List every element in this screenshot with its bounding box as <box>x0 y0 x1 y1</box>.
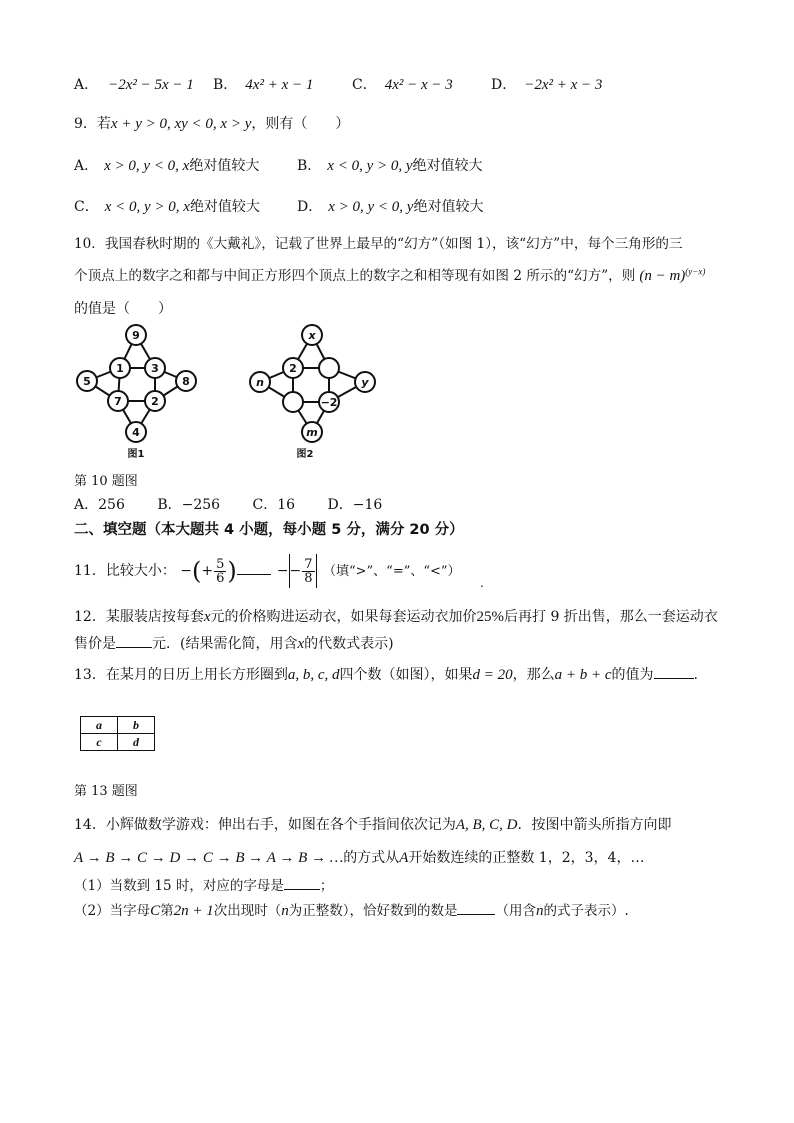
fig1-br-value: 2 <box>151 395 159 408</box>
fig1-tr-value: 3 <box>151 362 159 375</box>
q10-option-a: A．256 <box>74 497 125 513</box>
q11-fraction-2: $\frac{7}{8}$ <box>304 556 313 586</box>
fig1-bottom-value: 4 <box>132 426 140 439</box>
q13-answer-blank <box>654 666 694 679</box>
q14-part2: （2）当字母C第2n + 1次出现时（n为正整数），恰好数到的数是 （用含n的式子表示）. <box>74 903 629 919</box>
q11-end-dot: . <box>480 576 484 590</box>
fig2-top-value: x <box>308 329 316 342</box>
q12-line2: 售价是 元．(结果需化简，用含x的代数式表示) <box>74 636 394 652</box>
q9-stem: 9．若x + y > 0, xy < 0, x > y，则有（ ） <box>74 116 350 132</box>
q13-calendar-table <box>80 716 155 751</box>
q10-line3: 的值是（ ） <box>74 301 172 317</box>
q13-stem: 13．在某月的日历上用长方形圈到a, b, c, d四个数（如图），如果d = 20，那么a + b + c的值为 . <box>74 667 698 683</box>
q10-line2: 个顶点上的数字之和都与中间正方形四个顶点上的数字之和相等现有如图 2 所示的“幻方”，则 $(n - m)^{(y-x)}$ <box>74 266 706 284</box>
q8-option-d: D． −2x² + x − 3 <box>491 77 603 93</box>
q8-option-b: B． 4x² + x − 1 <box>213 77 314 93</box>
fig1-top-value: 9 <box>132 329 140 342</box>
q14-part1-blank <box>284 877 320 890</box>
q10-options <box>74 494 382 514</box>
q10-line1: 10．我国春秋时期的《大戴礼》，记载了世界上最早的“幻方”（如图 1），该“幻方”中，每个三角形的三 <box>74 236 683 252</box>
q9-option-c: C． x < 0, y > 0, x绝对值较大 <box>74 199 260 215</box>
q10-figure-caption: 第 10 题图 <box>74 474 138 489</box>
magic-square-figure-2 <box>247 322 377 462</box>
q9-option-a: A． x > 0, y < 0, x绝对值较大 <box>74 158 260 174</box>
q14-line1: 14．小辉做数学游戏：伸出右手，如图在各个手指间依次记为A, B, C, D．按图中箭头所指方向即 <box>74 817 672 833</box>
calendar-cell-d: d <box>118 734 155 751</box>
q11-answer-blank <box>237 562 271 575</box>
q8-option-a: A． −2x² − 5x − 1 <box>74 77 194 93</box>
fig2-tl-value: 2 <box>289 362 297 375</box>
q12-line1: 12．某服装店按每套x元的价格购进运动衣，如果每套运动衣加价25%后再打 9 折出售，那么一套运动衣 <box>74 609 718 625</box>
section-title: 二、填空题（本大题共 4 小题，每小题 5 分，满分 20 分） <box>74 522 464 538</box>
q11-fraction-1: $\frac{5}{6}$ <box>216 556 225 586</box>
q10-option-b: B．−256 <box>157 497 221 513</box>
fig2-left-value: n <box>256 376 264 389</box>
q14-part1: （1）当数到 15 时，对应的字母是 ； <box>74 878 334 894</box>
fig2-bottom-value: m <box>306 426 318 439</box>
q11: 11．比较大小： −(+ $\frac{5}{6}$ ) −− $\frac{7}{8}$ （填“>”、“=”、“<”） <box>74 549 461 593</box>
fig2-br-value: −2 <box>320 396 338 409</box>
q10-option-c: C．16 <box>252 497 296 513</box>
q12-answer-blank <box>116 635 152 648</box>
fig2-caption: 图2 <box>296 449 314 460</box>
q14-part2-blank <box>457 902 495 915</box>
calendar-cell-b: b <box>118 717 155 734</box>
q13-figure-caption: 第 13 题图 <box>74 784 138 799</box>
q8-option-c: C． 4x² − x − 3 <box>352 77 453 93</box>
q10-option-d: D．−16 <box>327 497 383 513</box>
fig1-right-value: 8 <box>182 375 190 388</box>
calendar-cell-a: a <box>81 717 118 734</box>
fig1-bl-value: 7 <box>114 395 122 408</box>
q9-option-b: B． x < 0, y > 0, y绝对值较大 <box>297 158 483 174</box>
fig1-left-value: 5 <box>83 375 91 388</box>
calendar-cell-c: c <box>81 734 118 751</box>
q14-line2: A → B → C → D → C → B → A → B → …的方式从A开始数连续的正整数 1，2，3，4，… <box>74 850 645 866</box>
fig2-right-value: y <box>361 376 369 389</box>
magic-square-figure-1 <box>72 322 202 462</box>
fig1-caption: 图1 <box>127 449 145 460</box>
q9-option-d: D． x > 0, y < 0, y绝对值较大 <box>297 199 484 215</box>
fig1-tl-value: 1 <box>116 362 124 375</box>
